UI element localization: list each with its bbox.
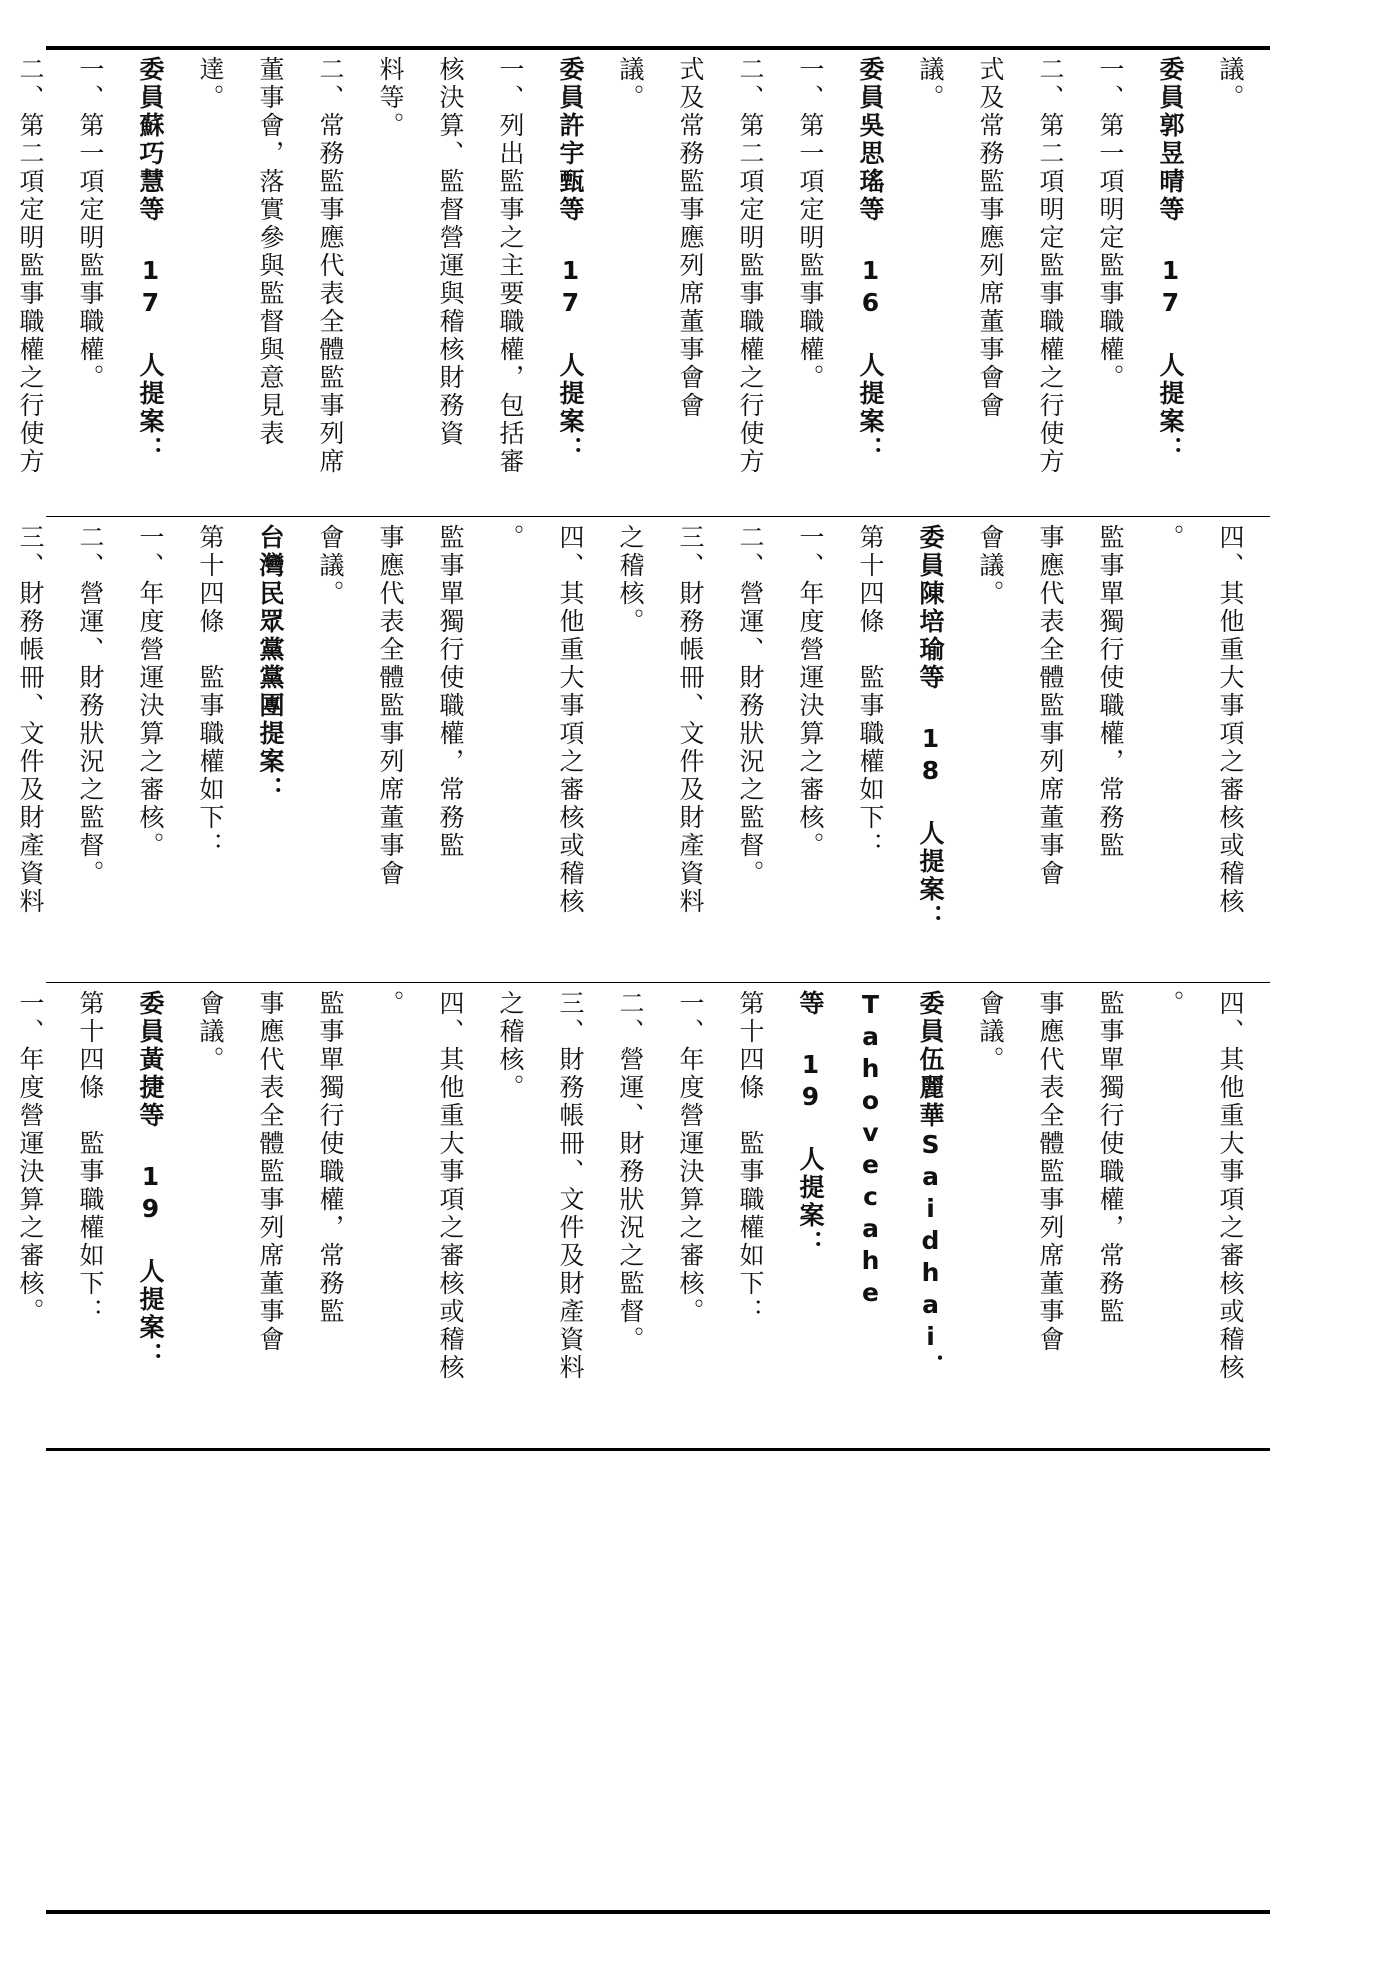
text-line: 第十四條 監事職權如下： <box>196 524 225 860</box>
text-line: 監事單獨行使職權，常務監 <box>316 990 345 1326</box>
proposer-heading: 委員郭昱晴等 17 人提案： <box>1156 56 1185 464</box>
text-line: 一、年度營運決算之審核。 <box>16 990 45 1326</box>
text-line: 二、第二項明定監事職權之行使方 <box>1036 56 1065 476</box>
proposer-heading: 委員吳思瑤等 16 人提案： <box>856 56 885 464</box>
text-line: 一、年度營運決算之審核。 <box>676 990 705 1326</box>
text-line: 一、第一項定明監事職權。 <box>76 56 105 392</box>
text-line: 四、其他重大事項之審核或稽核 <box>1216 524 1245 916</box>
column-divider <box>46 516 1270 517</box>
text-line: 式及常務監事應列席董事會會 <box>976 56 1005 420</box>
text-line: 。 <box>496 524 525 552</box>
text-line: 一、第一項明定監事職權。 <box>1096 56 1125 392</box>
text-line: 二、常務監事應代表全體監事列席 <box>316 56 345 476</box>
text-line: 二、營運、財務狀況之監督。 <box>616 990 645 1354</box>
proposer-heading: 等 19 人提案： <box>796 990 825 1258</box>
text-line: 四、其他重大事項之審核或稽核 <box>556 524 585 916</box>
proposer-heading: 委員許宇甄等 17 人提案： <box>556 56 585 464</box>
text-line: 議。 <box>1216 56 1245 112</box>
table-bottom-rule <box>46 1448 1270 1451</box>
text-line: 第十四條 監事職權如下： <box>76 990 105 1326</box>
text-line: 一、年度營運決算之審核。 <box>796 524 825 860</box>
text-line: 四、其他重大事項之審核或稽核 <box>1216 990 1245 1382</box>
column-1-text <box>16 56 1260 508</box>
text-line: 監事單獨行使職權，常務監 <box>1096 990 1125 1326</box>
text-line: 之稽核。 <box>616 524 645 636</box>
text-line: 二、營運、財務狀況之監督。 <box>736 524 765 888</box>
text-line: 會議。 <box>316 524 345 608</box>
text-line: 第十四條 監事職權如下： <box>856 524 885 860</box>
text-line: 。 <box>1156 524 1185 552</box>
column-3-text <box>16 990 1260 1440</box>
text-line: 。 <box>1156 990 1185 1018</box>
text-line: 事應代表全體監事列席董事會 <box>1036 524 1065 888</box>
text-line: 核決算、監督營運與稽核財務資 <box>436 56 465 448</box>
text-line: 三、財務帳冊、文件及財產資料 <box>556 990 585 1382</box>
proposer-heading: 委員伍麗華Saidhai．Tahovecahe <box>856 990 945 1382</box>
text-line: 。 <box>376 990 405 1018</box>
text-line: 一、第一項定明監事職權。 <box>796 56 825 392</box>
text-line: 料等。 <box>376 56 405 140</box>
proposer-heading: 委員黃捷等 19 人提案： <box>136 990 165 1370</box>
column-2-text <box>16 524 1260 974</box>
text-line: 會議。 <box>976 524 1005 608</box>
text-line: 三、財務帳冊、文件及財產資料 <box>16 524 45 916</box>
text-line: 議。 <box>916 56 945 112</box>
text-line: 會議。 <box>196 990 225 1074</box>
text-line: 監事單獨行使職權，常務監 <box>1096 524 1125 860</box>
text-line: 二、第二項定明監事職權之行使方 <box>16 56 45 476</box>
text-line: 事應代表全體監事列席董事會 <box>256 990 285 1354</box>
proposer-heading: 委員蘇巧慧等 17 人提案： <box>136 56 165 464</box>
column-divider <box>46 982 1270 983</box>
text-line: 一、列出監事之主要職權，包括審 <box>496 56 525 476</box>
text-line: 四、其他重大事項之審核或稽核 <box>436 990 465 1382</box>
proposer-heading: 委員陳培瑜等 18 人提案： <box>916 524 945 932</box>
text-line: 事應代表全體監事列席董事會 <box>1036 990 1065 1354</box>
text-line: 之稽核。 <box>496 990 525 1102</box>
text-line: 一、年度營運決算之審核。 <box>136 524 165 860</box>
text-line: 會議。 <box>976 990 1005 1074</box>
page-bottom-rule <box>46 1910 1270 1914</box>
proposer-heading: 台灣民眾黨黨團提案： <box>256 524 285 804</box>
text-line: 董事會，落實參與監督與意見表 <box>256 56 285 448</box>
top-rule <box>46 46 1270 50</box>
text-line: 事應代表全體監事列席董事會 <box>376 524 405 888</box>
text-line: 二、營運、財務狀況之監督。 <box>76 524 105 888</box>
text-line: 監事單獨行使職權，常務監 <box>436 524 465 860</box>
text-line: 二、第二項定明監事職權之行使方 <box>736 56 765 476</box>
text-line: 式及常務監事應列席董事會會 <box>676 56 705 420</box>
text-line: 達。 <box>196 56 225 112</box>
text-line: 議。 <box>616 56 645 112</box>
text-line: 第十四條 監事職權如下： <box>736 990 765 1326</box>
text-line: 三、財務帳冊、文件及財產資料 <box>676 524 705 916</box>
